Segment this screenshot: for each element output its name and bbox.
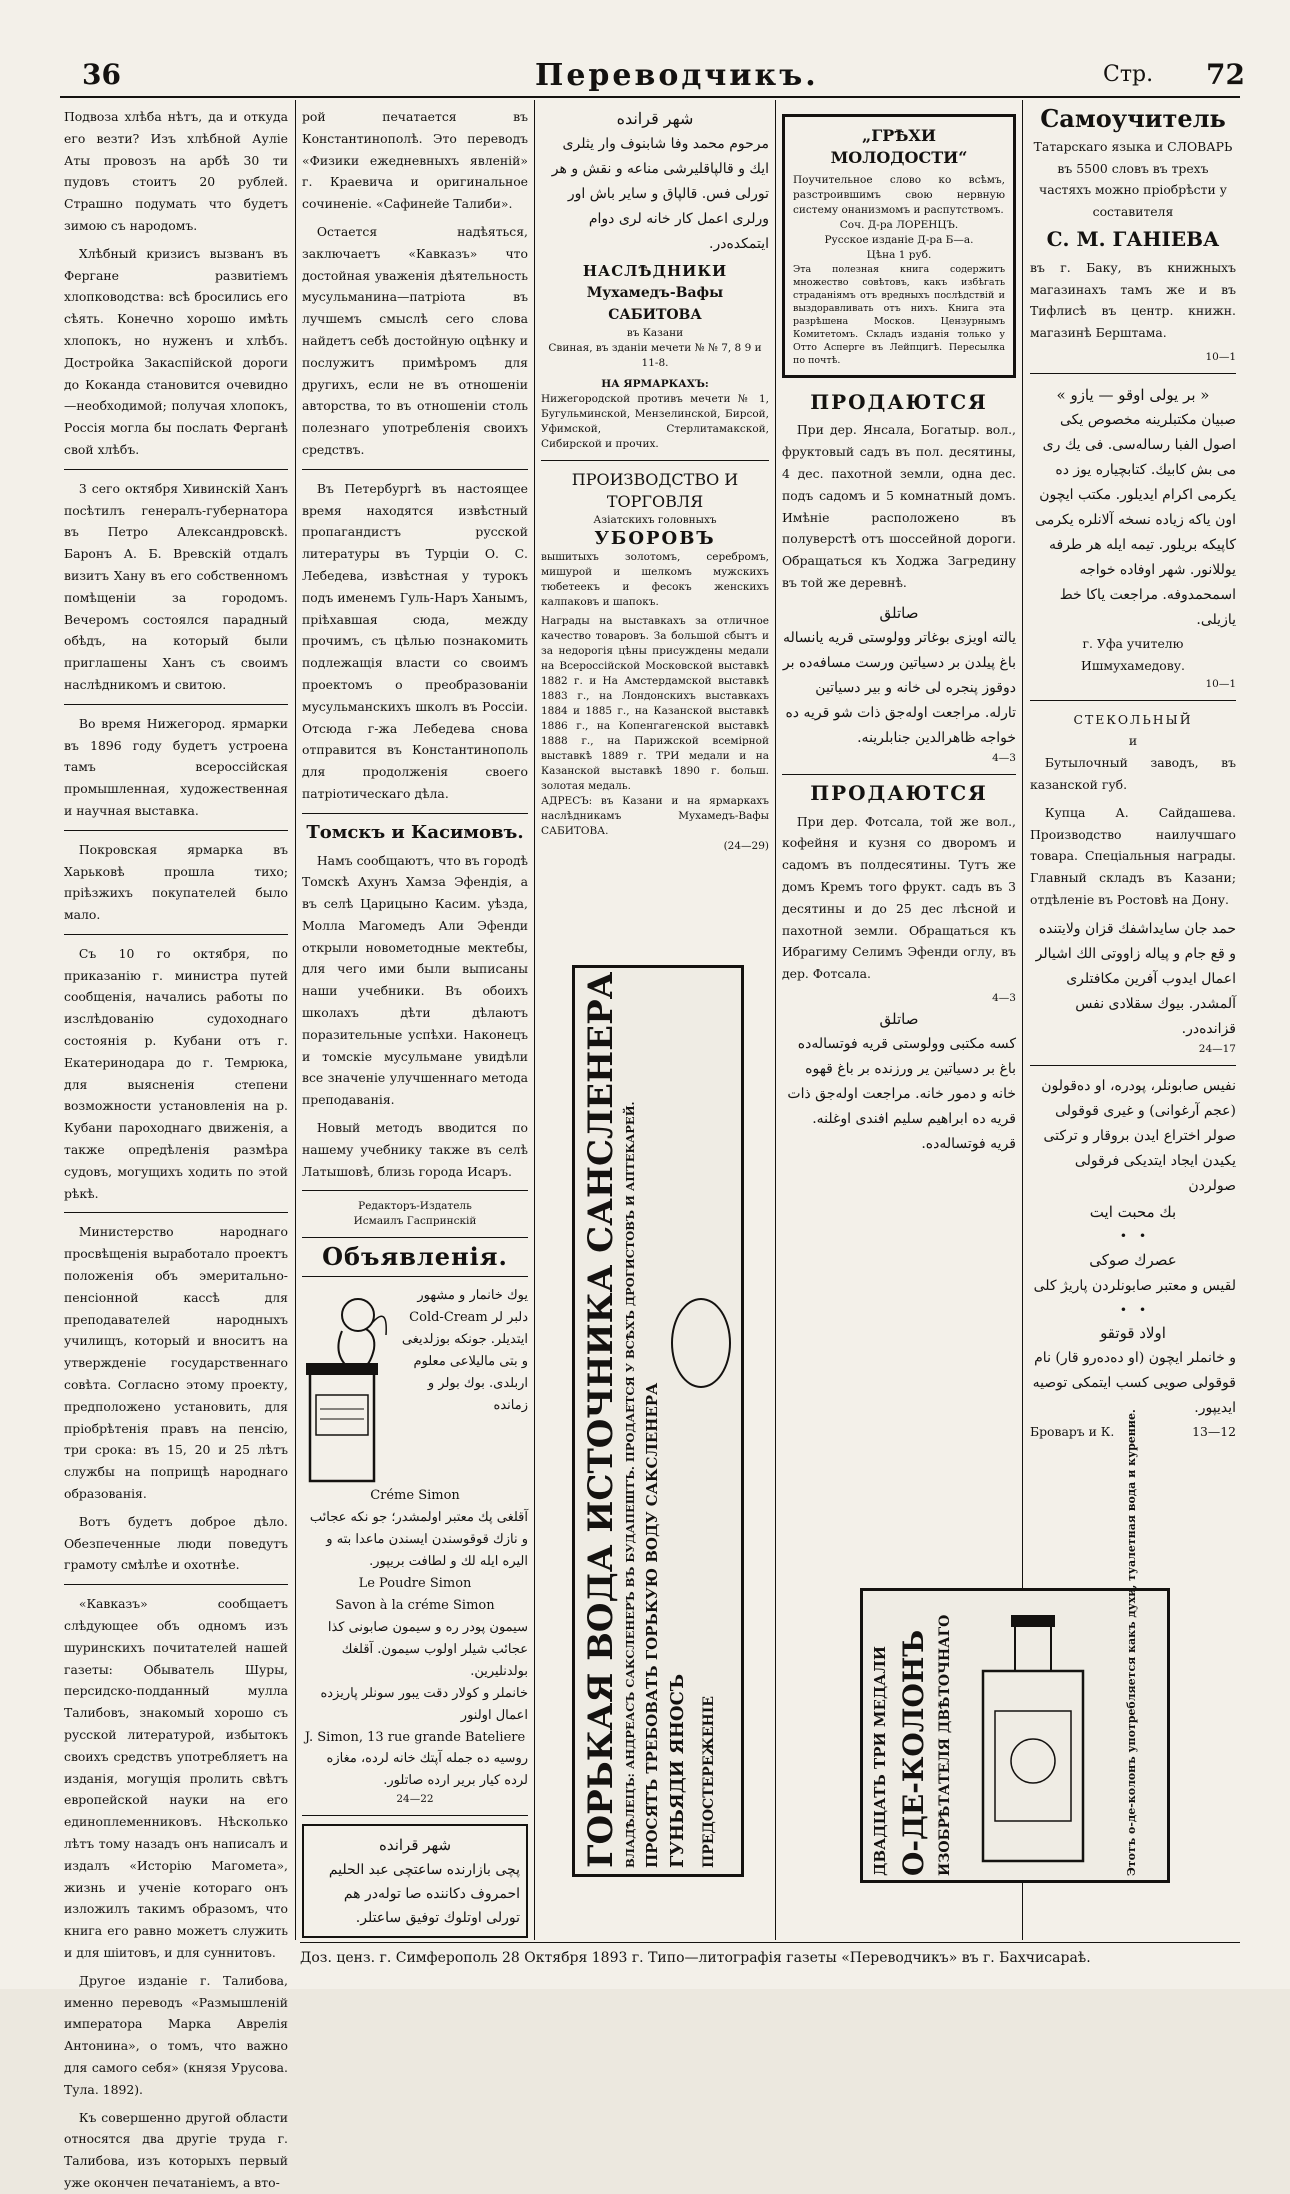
column-5	[1030, 106, 1236, 1936]
column-rule-2	[534, 100, 535, 1940]
ad-code: (24—29)	[723, 839, 769, 852]
perfume-text: و خانملر ایچون (او ده‌ده‌رو قار) نام قوقولی صویی كسب ایتمكی توصیه ایدیپور.	[1032, 1350, 1236, 1417]
sale-arabic-title: صاتلق	[879, 603, 919, 622]
ad-code: 4—3	[992, 751, 1016, 764]
uborov-label: УБОРОВЪ	[594, 527, 716, 549]
header-rule	[60, 96, 1240, 98]
simon-ad-latin: Le Poudre Simon	[358, 1576, 472, 1592]
article-paragraph: 3 сего октября Хивинскiй Ханъ посѣтилъ генералъ-губернатора въ Петро Александровскѣ. Баронъ А. Б. Вревскiй отдалъ визитъ Хану въ его собственномъ помѣщенiи за городомъ. Вечеромъ состоялся парадный обѣдъ, на который были приглашены Ханъ съ своимъ наслѣдникомъ и свитою.	[64, 480, 288, 692]
separator	[302, 1237, 528, 1238]
grehi-ad	[782, 114, 1016, 378]
cream-jar-illustration	[302, 1285, 390, 1485]
perfume-item: لقیس و معتبر صابونلردن پاریژ كلی	[1033, 1277, 1236, 1294]
watchmaker-ad-title: شهر قرانده	[378, 1836, 452, 1855]
watchmaker-ad-text: پچی بازارنده ساعتچی عبد الحلیم احمروف دكاننده صا توله‌در هم تورلی اوتلوك توفيق ساعتلر.	[328, 1862, 520, 1927]
footer-rule	[300, 1942, 1240, 1943]
glass-arabic: حمد جان سایداشفك قزان ولایتنده و قع جام و پیاله زاووتی الك اشیالر اعمال ایدوب آفرین مكافتلری آلمشدر. بیوك سقلادی نفس قزانده‌در.	[1035, 920, 1236, 1037]
article-paragraph: Съ 10 го октября, по приказанiю г. министра путей сообщенiя, начались работы по изслѣдованiю судоходнаго состоянiя р. Кубани отъ г. Екатеринодара до г. Темрюка, для выясненiя степени возможности установленiя на р. Кубани пароходнаго движенiя, а также опредѣленiя размѣра судовъ, могущихъ ходить по этой рѣкѣ.	[64, 945, 288, 1201]
sale-arabic-text: كسه مكتبی وولوستی قریه فوتساله‌ده باغ بر دسیاتین یر ورزنده بر باغ قهوه خانه و دمور خانه. مراجعت اوله‌جق ذات قریه ده ابراهیم سلیم افندی اوغلنه. قریه فوتساله‌ده.	[787, 1035, 1016, 1152]
sabitov-ad-title: شهر قرانده	[616, 109, 694, 128]
bullet-dots: • •	[1119, 1227, 1147, 1243]
self-teacher-text: въ г. Баку, въ книжныхъ магазинахъ тамъ же и въ Тифлисѣ въ центр. книжн. магазинѣ Берштама.	[1030, 259, 1236, 341]
separator	[64, 830, 288, 831]
ad-code: 4—3	[992, 991, 1016, 1004]
asian-label: Азiатскихъ головныхъ	[593, 513, 717, 526]
awards-text: Награды на выставкахъ за отличное качество товаровъ. За большой сбытъ и за недорогiя цѣны присуждены медали на Всероссiйской Московской выставкѣ 1882 г. и На Амстердамской выставкѣ 1883 г., на Лондонскихъ выставкахъ 1884 и 1885 г., на Казанской выставкѣ 1886 г., на Копенгагенской выставкѣ 1888 г., на Парижской всемiрной выставкѣ 1889 г. ТРИ медали и на Казанской выставкѣ 1890 г. больш. золотая медаль.	[541, 614, 769, 792]
primer-text: صبیان مكتبلرینه مخصوص یكی اصول الفبا رساله‌سی. فی یك ری می بش كابیك. كتابچیاره یوز ده یكرمی اكرام ایدیلور. مكتب ایچون اون یاكه زیاده نسخه آلانلره یكرمی كاپیكه بریلور. تیمه ایله هر طرفه یوللانور. شهر اوفا‌ده خواجه اسمحمدوفه. مراجعت یاكا خط یازیلی.	[1035, 411, 1236, 628]
separator	[782, 774, 1016, 775]
sale-heading: ПРОДАЮТСЯ	[810, 780, 988, 805]
glass-text: Бутылочный заводъ, въ казанской губ.	[1030, 755, 1236, 792]
perfume-footer	[1030, 1421, 1236, 1443]
grehi-author: Соч. Д-ра ЛОРЕНЦЪ.	[839, 218, 959, 231]
editor-name: Исмаилъ Гаспринскiй	[353, 1215, 477, 1228]
column-3	[541, 106, 769, 966]
perfume-item: عصرك صوكی	[1089, 1250, 1177, 1269]
sale-arabic-text: یالته اویزی بوغاتر وولوستی قریه یانساله باغ پیلدن بر دسیاتین ورست مسافه‌ده بر دوقوز پنجره لی خانه و بیر دسیاتین تارله. مراجعت اوله‌جق ذات شو قریه ده خواجه ظاهرالدین جنابلرینه.	[782, 629, 1016, 746]
separator	[302, 1190, 528, 1191]
ad-code: 24—17	[1198, 1042, 1236, 1055]
section-heading: Томскъ и Касимовъ.	[306, 821, 524, 843]
separator	[1030, 1065, 1236, 1066]
article-paragraph: Намъ сообщаютъ, что въ городѣ Томскѣ Ахунъ Хамза Эфендiя, а въ селѣ Царицыно Касим. уѣзда, Молла Магомедъ Али Эфенди открыли новометодные мектебы, для чего ими были выписаны наши учебники. Въ обоихъ школахъ дѣти дѣлаютъ поразительные успѣхи. Наконецъ и томскiе мусульмане увидѣли все значенiе улучшеннаго метода преподаванiя.	[302, 852, 528, 1108]
simon-ad-arabic: یوك خانمار و مشهور دلبر لر Cold-Cream ایتدیلر. جونکه بوزلدیغی و بتی مالیلاعی معلوم اربلدی. بوك بولر و زمانده	[401, 1288, 528, 1414]
bullet-dots: • •	[1119, 1301, 1147, 1317]
grehi-text: Поучительное слово ко всѣмъ, разстроившимъ свою нервную систему онанизмомъ и распутствомъ.	[793, 173, 1005, 216]
separator	[302, 813, 528, 814]
footer-imprint: Доз. ценз. г. Симферополь 28 Октября 1893 г. Типо—литографiя газеты «Переводчикъ» въ г. Бахчисараѣ.	[300, 1950, 1091, 1966]
portrait-oval	[671, 1298, 731, 1388]
simon-ad-arabic: سیمون پودر ره و سیمون صابونی كذا عجائب شیلر اولوب سیمون. آقلغك بولدنلیرین.	[327, 1619, 528, 1679]
firm-city: въ Казани	[626, 327, 684, 340]
article-paragraph: Министерство народнаго просвѣщенiя выработало проектъ положенiя объ эмеритально-пенсiонной кассѣ для преподавателей народныхъ училищъ, который и вноситъ на утвержденiе государственнаго совѣта. Согласно этому проекту, предположено установить, для прiобрѣтенiя правъ на пенсiю, три срока: въ 15, 20 и 25 лѣтъ службы на поприщѣ народнаго образованiя.	[64, 1224, 288, 1502]
ads-heading: Объявленiя.	[322, 1242, 508, 1272]
page-label-right: Стр.	[1103, 62, 1154, 87]
article-paragraph: Къ совершенно другой области относятся два другiе труда г. Талибова, изъ которыхъ первый уже окончен печатанiемъ, а вто-	[64, 2109, 288, 2190]
address-text: АДРЕСЪ: въ Казани и на ярмаркахъ наслѣдникамъ Мухамедъ-Вафы САБИТОВА.	[541, 794, 769, 837]
fairs-list: Нижегородской противъ мечети № 1, Бугульминской, Мензелинской, Бирсой, Уфимской, Стерлитамакской, Сибирской и прочих.	[541, 393, 769, 451]
simon-ad-arabic: روسیه ده جمله آپتك خانه لرده، مغازه لرده كیار بریر ارده صاتلور.	[326, 1751, 528, 1789]
separator	[64, 934, 288, 935]
article-paragraph: Во время Нижегород. ярмарки въ 1896 году будетъ устроена тамъ всероссiйская промышленная, художественная и научная выставка.	[64, 715, 288, 818]
ad-code: 10—1	[1205, 350, 1236, 363]
separator	[64, 1584, 288, 1585]
perfume-firm: Броваръ и К.	[1030, 1424, 1115, 1440]
fairs-label: НА ЯРМАРКАХЪ:	[601, 378, 709, 391]
self-teacher-heading: Самоучитель	[1040, 104, 1226, 133]
article-paragraph: Другое изданiе г. Талибова, именно переводъ «Размышленiй императора Марка Аврелiя Антонина», о томъ, что важно для самого себя» (князя Урусова. Тула. 1892).	[64, 1972, 288, 2097]
glass-sub: и	[1128, 733, 1138, 749]
separator	[302, 1276, 528, 1277]
sale-arabic-title: صاتلق	[879, 1009, 919, 1028]
mineral-water-owner: ВЛАДѢЛЕЦЪ: АНДРЕАСЪ САКСЛЕНЕРЪ ВЪ БУДАПЕШТЪ. ПРОДАЕТСЯ У ВСѢХЪ ДРОГИСТОВЪ И АПТЕКАРЕЙ.	[623, 1101, 637, 1868]
separator	[302, 1815, 528, 1816]
simon-ad-latin: Savon à la créme Simon	[335, 1597, 495, 1613]
firm-address: Свиная, въ зданiи мечети № № 7, 8 9 и 11-8.	[548, 342, 762, 370]
cologne-inventor: ИЗОБРѢТАТЕЛЯ ДВѢТОЧНАГО	[937, 1614, 953, 1876]
production-label: ПРОИЗВОДСТВО И ТОРГОВЛЯ	[571, 470, 739, 512]
article-paragraph: Хлѣбный кризисъ вызванъ въ Фергане развитiемъ хлопководства: всѣ бросились его сѣять. Конечно хорошо имѣть хлопокъ, но нуженъ и хлѣбъ. Достройка Закаспiйской дороги до Коканда становится очевидно—необходимой; получая хлопокъ, Россiя могла бы послать Ферганѣ свой хлѣбъ.	[64, 245, 288, 457]
self-teacher-author: С. М. ГАНIЕВА	[1046, 226, 1220, 251]
perfume-item: بك محبت ایت	[1089, 1202, 1177, 1221]
mineral-water-ad	[572, 965, 744, 1877]
sabitov-ad-arabic: مرحوم محمد وفا شابنوف وار یثلری ایك و قالپاقلیرشی مناعه و نقش و هر تورلی فس. قالپاق و سایر باش اور ورلری اعمل كار خانه لری دوام ایتمكده‌در.	[551, 136, 769, 252]
mineral-water-title: ГОРЬКАЯ ВОДА ИСТОЧНИКА САНСЛЕНЕРА	[581, 971, 621, 1868]
page-number-right: 72	[1206, 58, 1245, 91]
separator	[541, 460, 769, 461]
editor-label: Редакторъ-Издатель	[358, 1200, 472, 1213]
page-number-left: 36	[82, 58, 121, 91]
separator	[64, 1212, 288, 1213]
primer-heading: « بر یولی اوقو — یازو »	[1056, 385, 1210, 404]
article-paragraph: рой печатается въ Константинополѣ. Это переводъ «Физики ежедневныхъ явленiй» г. Краевича и оригинальное сочиненiе. «Сафинейе Талиби».	[302, 109, 528, 212]
mineral-water-request: ПРОСЯТЪ ТРЕБОВАТЬ ГОРЬКУЮ ВОДУ САКСЛЕНЕРА	[643, 1382, 661, 1868]
ad-code: 24—22	[396, 1793, 434, 1806]
article-paragraph: Подвоза хлѣба нѣтъ, да и откуда его везти? Изъ хлѣбной Аулie Аты провозъ на арбѣ 30 ти пудовъ стоитъ 20 рублей. Страшно подумать что будетъ зимою съ народомъ.	[64, 109, 288, 233]
article-paragraph: Въ Петербургѣ въ настоящее время находятся извѣстный пропагандистъ русской литературы въ Турцiи О. С. Лебедева, извѣстная у турокъ подъ именемъ Гуль-Наръ Ханымъ, прiѣхавшая сюда, между прочимъ, съ цѣлью познакомить подлежащiя власти со своимъ проектомъ о преобразованiи мусульманскихъ школъ въ Россiи. Отсюда г-жа Лебедева снова отправится въ Константинополь для продолженiя своего патрiотическаго дѣла.	[302, 480, 528, 801]
column-1	[64, 106, 288, 2190]
cologne-medals: ДВАДЦАТЬ ТРИ МЕДАЛИ	[871, 1646, 889, 1876]
simon-ad-latin: Créme Simon	[370, 1488, 460, 1504]
heirs-label: НАСЛѢДНИКИ	[582, 262, 728, 280]
article-paragraph: Остается надѣяться, заключаетъ «Кавказъ» что достойная уваженiя дѣятельность мусульманина—патрiота въ лучшемъ смыслѣ сего слова найдетъ себѣ достойную оцѣнку и послужитъ примѣромъ для другихъ, если не въ отношенiи авторства, то въ отношенiи столь полезнаго употребленiя своихъ средствъ.	[302, 223, 528, 457]
glass-text: Купца А. Сайдашева. Производство наилучшаго товара. Спецiальныя награды. Главный складъ въ Казани; отдѣленiе въ Ростовѣ на Дону.	[1030, 804, 1236, 907]
simon-ad-latin: J. Simon, 13 rue grande Bateliere	[304, 1729, 526, 1745]
simon-ad	[302, 1285, 528, 1485]
simon-ad-arabic: خانملر و كولار دقت یبور سونلر پاریزده اعمال اولنور	[320, 1685, 528, 1723]
column-rule-3	[775, 100, 776, 1940]
cologne-title: О-ДЕ-КОЛОНЪ	[897, 1629, 930, 1876]
sale-text: При дер. Фотсала, той же вол., кофейня и кузня со дворомъ и садомъ въ полдесятины. Тутъ же домъ Кремъ того фрукт. садъ въ 3 десятины и до 25 дес лѣсной и пахотной земли. Обращаться къ Ибрагиму Селимъ Эфенди оглу, въ дер. Фотсала.	[782, 813, 1016, 982]
embroidered-text: вышитыхъ золотомъ, серебромъ, мишурой и шелкомъ мужскихъ тюбетеекъ и фесокъ женскихъ калпаковъ и шапокъ.	[541, 550, 769, 608]
sale-text: При дер. Янсала, Богатыр. вол., фруктовый садъ въ пол. десятины, 4 дес. пахотной земли, одна дес. подъ садомъ и 5 комнатный домъ. Имѣнiе расположено въ полуверстѣ отъ шоссейной дороги. Обращаться къ Ходжа Загредину въ той же деревнѣ.	[782, 422, 1016, 590]
column-4	[782, 106, 1016, 1316]
grehi-edition: Русское изданiе Д-ра Б—а.	[824, 233, 974, 246]
glass-heading: СТЕКОЛЬНЫЙ	[1073, 711, 1193, 727]
mineral-water-brand: ГУНЬЯДИ ЯНОСЪ	[667, 1673, 688, 1868]
column-2	[302, 106, 528, 1936]
column-rule-1	[295, 100, 296, 1940]
separator	[64, 704, 288, 705]
separator	[302, 469, 528, 470]
article-paragraph: Вотъ будетъ доброе дѣло. Обезпеченные люди поведутъ грамоту смѣлѣе и охотнѣе.	[64, 1513, 288, 1573]
cologne-description: Этотъ о-де-колонъ употребляется какъ духи, туалетная вода и курение.	[1125, 1409, 1138, 1876]
ad-code: 13—12	[1192, 1424, 1236, 1440]
grehi-title: „ГРѢХИ МОЛОДОСТИ“	[830, 126, 968, 167]
article-paragraph: «Кавказъ» сообщаетъ слѣдующее объ одномъ изъ шуринскихъ почитателей нашей газеты: Обыватель Шуры, персидско-подданный мулла Талибовъ, знакомый хорошо съ русской литературой, избытокъ своихъ средствъ употребляетъ на изданiя, могущiя пролить свѣтъ европейской науки на его единоплеменниковъ. Нѣсколько лѣтъ тому назадъ онъ написалъ и издалъ «Исторiю Магомета», жизнь и ученiе котораго онъ изложилъ такимъ образомъ, что книга его равно можетъ служить и для шiитовъ, и для суннитовъ.	[64, 1596, 288, 1960]
perfume-item: اولاد قوتقو	[1100, 1324, 1166, 1343]
perfume-arabic: نفیس صابونلر، پودره، او ده‌قولون (عجم آرغوانی) و غیری قوقولی صولر اختراع ایدن بروقار و تركتی یكیدن ایجاد ایتدیکی فرقولی صولردن	[1041, 1077, 1236, 1194]
grehi-note: Эта полезная книга содержитъ множество совѣтовъ, какъ избѣгать страданiямъ отъ вредныхъ послѣдствiй и выздоравливать отъ нихъ. Книга эта разрѣшена Москов. Цензурнымъ Комитетомъ. Складъ изданiя только у Отто Асперге въ Лейпцигѣ. Пересылка по почтѣ.	[793, 263, 1005, 366]
grehi-price: Цѣна 1 руб.	[866, 248, 932, 261]
mineral-water-warning: ПРЕДОСТЕРЕЖЕНIЕ	[701, 1696, 717, 1868]
firm-name: Мухамедъ-Вафы САБИТОВА	[586, 284, 724, 323]
separator	[1030, 700, 1236, 701]
article-paragraph: Покровская ярмарка въ Харьковѣ прошла тихо; прiѣзжихъ покупателей было мало.	[64, 841, 288, 923]
separator	[1030, 373, 1236, 374]
watchmaker-ad	[302, 1824, 528, 1938]
primer-address: г. Уфа учителю Ишмухамедову.	[1081, 635, 1185, 673]
sale-heading: ПРОДАЮТСЯ	[810, 389, 988, 414]
ad-code: 10—1	[1205, 677, 1236, 690]
separator	[64, 469, 288, 470]
simon-ad-arabic: آقلغی پك معتبر اولمشدر؛ جو نكه عجائب و نازك قوقوسندن ایسندن ماعدا بته و الیره ایله لك و لطافت بریپور.	[309, 1510, 528, 1570]
newspaper-title: Переводчикъ.	[535, 58, 819, 93]
self-teacher-text: Татарскаго языка и СЛОВАРЬ въ 5500 словъ въ трехъ частяхъ можно прiобрѣсти у составителя	[1033, 138, 1233, 220]
article-paragraph: Новый методъ вводится по нашему учебнику также въ селѣ Латышовѣ, близь города Исаръ.	[302, 1120, 528, 1179]
